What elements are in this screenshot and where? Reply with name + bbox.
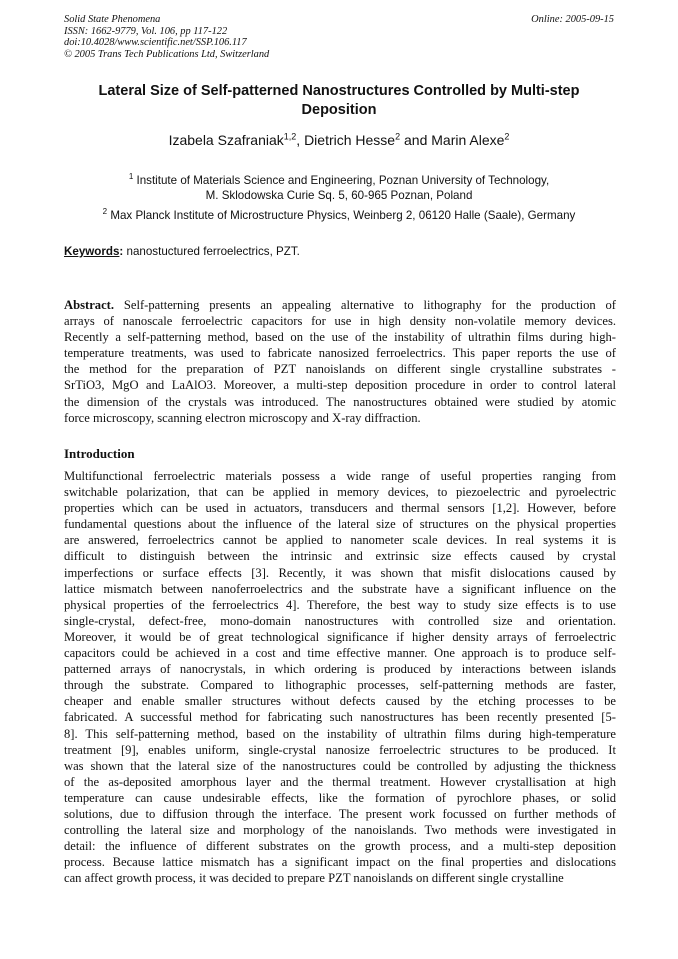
affiliation-1: [40, 173, 638, 203]
text-line: [64, 726, 616, 742]
text-line-content: difficult to distinguish between the intrinsic and extrinsic size effects caused by crystal: [64, 549, 616, 564]
author-list: [40, 131, 638, 149]
paper-title-line: Deposition: [301, 102, 377, 118]
journal-copyright: © 2005 Trans Tech Publications Ltd, Switzerland: [64, 48, 270, 60]
text-line: [64, 313, 616, 329]
text-line: [64, 500, 616, 516]
text-line-content: lattice mismatch between nanoferroelectrics and the substrate have a significant influence on the: [64, 581, 616, 596]
text-line: [64, 790, 616, 806]
text-line-content: single-crystal, defect-free, mono-domain nanostructures with controlled size and orientation.: [64, 613, 616, 628]
text-line: [64, 361, 616, 377]
author-affiliation-mark: 2: [395, 131, 401, 142]
text-line: [64, 468, 616, 484]
text-line-content: detail: the influence of different substrates on the growth process, and a multi-step deposition: [64, 839, 616, 854]
introduction-text: [64, 468, 616, 886]
text-line: [64, 838, 616, 854]
text-line: [64, 410, 616, 426]
paper-title-line: Lateral Size of Self-patterned Nanostructures Controlled by Multi-step: [98, 83, 580, 99]
text-line-content: Self-patterning presents an appealing alternative to lithography for the production of: [114, 298, 616, 312]
author-affiliation-mark: 1,2: [283, 131, 297, 142]
text-line-content: solutions, due to diffusion through the interface. The present work focussed on further methods of: [64, 806, 616, 821]
keywords: [64, 244, 624, 259]
affiliation-line: Max Planck Institute of Microstructure Physics, Weinberg 2, 06120 Halle (Saale), Germany: [110, 209, 576, 222]
keywords-text: nanostuctured ferroelectrics, PZT.: [123, 245, 300, 258]
text-line-content: SrTiO3, MgO and LaAlO3. Moreover, a multi-step deposition procedure in order to control lateral: [64, 378, 616, 393]
text-line-content: the dimension of the crystals was introduced. The nanostructures obtained were studied by atomic: [64, 394, 616, 409]
text-line-content: are answered, ferroelectrics cannot be applied to nanometer scale devices. In real systems it is: [64, 533, 616, 548]
keywords-colon: :: [119, 245, 124, 258]
text-line-content: fundamental questions about the influence of the lateral size of structures on the physical properties: [64, 517, 616, 532]
text-line-content: switchable polarization, that can be applied in memory devices, to piezoelectric and pyroelectric: [64, 485, 616, 500]
text-line: [64, 345, 616, 361]
text-line-content: through the substrate. Compared to lithographic processes, self-patterning methods are faster,: [64, 678, 616, 693]
text-line: [64, 854, 616, 870]
text-line: [64, 629, 616, 645]
text-line: [64, 774, 616, 790]
text-line: [64, 329, 616, 345]
online-date-text: Online: 2005-09-15: [531, 14, 614, 25]
abstract: [64, 297, 616, 426]
text-line-content: Multifunctional ferroelectric materials possess a wide range of useful properties ranging from: [64, 469, 616, 483]
text-line: [64, 806, 616, 822]
text-line-content: imperfections or surface effects [3]. Recently, it was shown that misfit dislocations caused by: [64, 565, 616, 580]
text-line: [64, 581, 616, 597]
keywords-label: Keywords: [64, 245, 120, 258]
journal-doi: doi:10.4028/www.scientific.net/SSP.106.117: [64, 37, 247, 49]
text-line: [64, 661, 616, 677]
text-line: [64, 822, 616, 838]
text-line: [64, 516, 616, 532]
text-line: [64, 870, 616, 886]
author-separator: ,: [296, 132, 305, 148]
text-line: [64, 645, 616, 661]
text-line: [64, 758, 616, 774]
text-line: [64, 377, 616, 393]
text-line-content: properties which can be used in actuators, transducers and thermal sensors [1,2]. However, before: [64, 501, 616, 516]
text-line-content: can affect growth process, it was decided to prepare PZT nanoislands on different single crystalline: [64, 871, 564, 886]
text-line: [64, 484, 616, 500]
text-line: [64, 394, 616, 410]
affiliation-line: Institute of Materials Science and Engineering, Poznan University of Technology,: [136, 174, 550, 187]
author-name: Izabela Szafraniak: [168, 132, 284, 148]
affiliation-mark: 1: [128, 172, 134, 182]
journal-issn: ISSN: 1662-9779, Vol. 106, pp 117-122: [64, 25, 228, 37]
text-line: [64, 548, 616, 564]
text-line-content: temperature treatments, was used to fabricate nanosized ferroelectrics. This paper reports the use of: [64, 346, 616, 361]
text-line-content: was shown that the lateral size of the nanostructures could be controlled by adjusting the thickness: [64, 758, 616, 773]
text-line-content: cheaper and enable smaller structures without defects caused by the etching processes to be: [64, 694, 616, 709]
text-line: [64, 677, 616, 693]
text-line-content: temperature can cause undesirable effects, like the formation of pyrochlore phases, or solid: [64, 790, 616, 805]
text-line: [64, 613, 616, 629]
text-line-content: patterned arrays of nanocrystals, in which ordering is produced by interactions between islands: [64, 662, 616, 677]
text-line-content: Moreover, it would be of great technological significance if higher density arrays of ferroelectric: [64, 629, 616, 644]
text-line-content: physical properties of the ferroelectrics 4]. Therefore, the best way to study size effects is to use: [64, 597, 616, 612]
author-name: Marin Alexe: [431, 132, 505, 148]
section-heading-introduction: Introduction: [64, 446, 135, 461]
text-line: [64, 565, 616, 581]
text-line-content: treatment [9], enables uniform, single-crystal nanosize ferroelectric structures to be produced. It: [64, 742, 616, 757]
text-line-content: arrays of nanoscale ferroelectric capacitors for use in high density non-volatile memory devices.: [64, 314, 616, 329]
text-line: [64, 597, 616, 613]
text-line-content: fabricated. A successful method for fabricating such nanostructures has been recently presented [5-: [64, 710, 616, 725]
text-line: [64, 693, 616, 709]
text-line-content: process. Because lattice mismatch has a significant impact on the final properties and dislocations: [64, 855, 616, 870]
text-line-content: force microscopy, scanning electron microscopy and X-ray diffraction.: [64, 410, 421, 425]
journal-header: [64, 14, 269, 60]
text-line: [64, 532, 616, 548]
affiliation-2: [40, 208, 638, 223]
author-name: Dietrich Hesse: [304, 132, 396, 148]
affiliation-line: M. Sklodowska Curie Sq. 5, 60-965 Poznan, Poland: [205, 189, 473, 202]
text-line: [64, 297, 616, 313]
text-line-content: controlling the lateral size and morphology of the nanoislands. Two methods were investigated in: [64, 823, 616, 838]
text-line-content: 8]. This self-patterning method, based on the instability of ultrathin films during high-temperature: [64, 726, 616, 741]
online-date: [531, 14, 614, 26]
text-line-content: capacitors could be achieved in a cost and time effective manner. One approach is to produce self-: [64, 646, 616, 661]
text-line: [64, 709, 616, 725]
text-line-content: the method for the preparation of PZT nanoislands on different single crystalline substrates -: [64, 362, 616, 377]
journal-name: Solid State Phenomena: [64, 14, 161, 25]
abstract-label: Abstract.: [64, 298, 115, 312]
text-line-content: of the as-deposited amorphous layer and the thermal treatment. However crystallisation at high: [64, 774, 616, 789]
text-line: [64, 742, 616, 758]
author-affiliation-mark: 2: [504, 131, 510, 142]
text-line-content: Recently a self-patterning method, based on the use of the instability of ultrathin films during high-: [64, 330, 616, 345]
affiliation-mark: 2: [102, 207, 108, 217]
paper-title: [70, 82, 608, 120]
author-separator: and: [400, 132, 432, 148]
